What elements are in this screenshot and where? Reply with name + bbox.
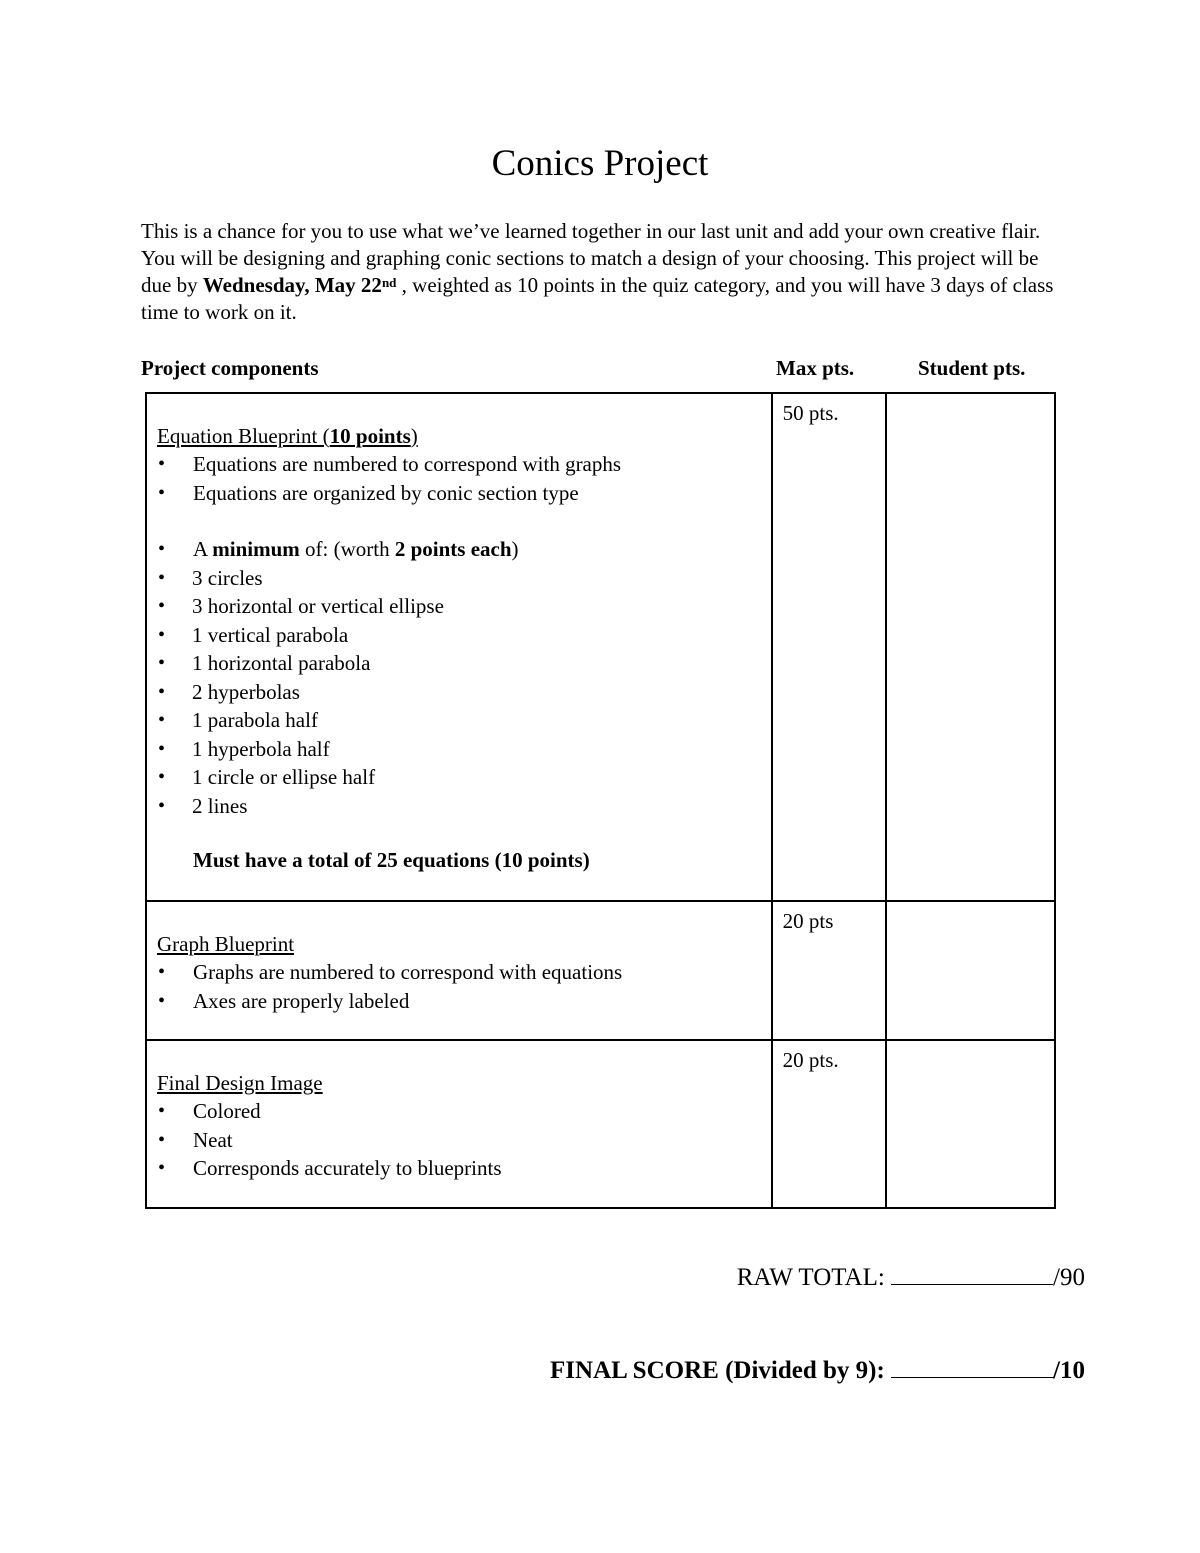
- list-item: • 3 circles: [157, 564, 761, 593]
- criteria-list: [157, 958, 761, 1015]
- list-item: • Corresponds accurately to blueprints: [157, 1154, 761, 1183]
- intro-text-part1: This is a chance for you to use what we’ve learned together in our last unit and add your own creative flair. You will be designing and graphing conic sections to match a design of your choosing. This project will be due by: [141, 219, 1041, 297]
- raw-total-label: RAW TOTAL:: [736, 1264, 892, 1291]
- component-cell: [146, 393, 772, 901]
- list-item-minimum: • A minimum of: (worth 2 points each) • 3 circles • 3 horizontal or vertical ellipse • 1 vertical parabola • 1 horizontal parabola • 2 hyperbolas • 1 parabola half • 1 hyperbola half • 1 circle or ellipse half • 2 lines: [157, 535, 761, 820]
- max-points-value: 20 pts.: [782, 1048, 839, 1072]
- student-points-cell[interactable]: [886, 1040, 1055, 1208]
- conic-requirements-list: [157, 564, 761, 821]
- final-score-line: [550, 1355, 1085, 1386]
- list-item: • Graphs are numbered to correspond with equations: [157, 958, 761, 987]
- list-item: • 3 horizontal or vertical ellipse: [157, 592, 761, 621]
- student-points-cell[interactable]: [886, 393, 1055, 901]
- max-points-cell: [772, 393, 887, 901]
- minimum-list: [157, 535, 761, 820]
- table-row: [146, 1040, 1055, 1208]
- raw-total-denominator: /90: [1053, 1264, 1085, 1291]
- list-item: • Equations are organized by conic section type: [157, 479, 761, 508]
- list-item: • 2 lines: [157, 792, 761, 821]
- component-cell: [146, 901, 772, 1040]
- row-title-equation-blueprint: Equation Blueprint (10 points): [157, 424, 418, 448]
- table-row: [146, 393, 1055, 901]
- intro-paragraph: [141, 218, 1061, 326]
- list-item: • 1 hyperbola half: [157, 735, 761, 764]
- list-item: • 1 horizontal parabola: [157, 649, 761, 678]
- list-item: • Neat: [157, 1126, 761, 1155]
- list-item: • 2 hyperbolas: [157, 678, 761, 707]
- list-item: • Axes are properly labeled: [157, 987, 761, 1016]
- max-points-cell: [772, 901, 887, 1040]
- due-date-suffix: nd: [381, 275, 397, 290]
- max-points-cell: [772, 1040, 887, 1208]
- total-requirement: Must have a total of 25 equations (10 points): [193, 848, 590, 872]
- list-item: • 1 parabola half: [157, 706, 761, 735]
- final-score-label: FINAL SCORE (Divided by 9):: [550, 1357, 892, 1384]
- max-points-value: 50 pts.: [782, 401, 839, 425]
- list-item: • Equations are numbered to correspond with graphs: [157, 450, 761, 479]
- header-project-components: Project components: [141, 356, 319, 380]
- final-score-blank[interactable]: [891, 1355, 1053, 1378]
- final-score-denominator: /10: [1053, 1357, 1085, 1384]
- max-points-value: 20 pts: [782, 909, 834, 933]
- header-max-points: Max pts.: [776, 356, 855, 380]
- row-title-final-design-image: Final Design Image: [157, 1071, 323, 1095]
- component-cell: [146, 1040, 772, 1208]
- due-date: Wednesday, May 22: [202, 273, 382, 297]
- rubric-table: [145, 392, 1056, 1209]
- list-item: • Colored: [157, 1097, 761, 1126]
- row-title-graph-blueprint: Graph Blueprint: [157, 932, 295, 956]
- student-points-cell[interactable]: [886, 901, 1055, 1040]
- criteria-list: [157, 450, 761, 507]
- criteria-list: [157, 1097, 761, 1183]
- intro-text-part2: , weighted as 10 points in the quiz category, and you will have 3 days of class time to work on it.: [141, 273, 1054, 324]
- table-row: [146, 901, 1055, 1040]
- header-student-points: Student pts.: [918, 356, 1026, 380]
- list-item: • 1 vertical parabola: [157, 621, 761, 650]
- raw-total-blank[interactable]: [891, 1262, 1053, 1285]
- list-item: • 1 circle or ellipse half: [157, 763, 761, 792]
- raw-total-line: [737, 1262, 1085, 1293]
- page-title: Conics Project: [491, 143, 709, 184]
